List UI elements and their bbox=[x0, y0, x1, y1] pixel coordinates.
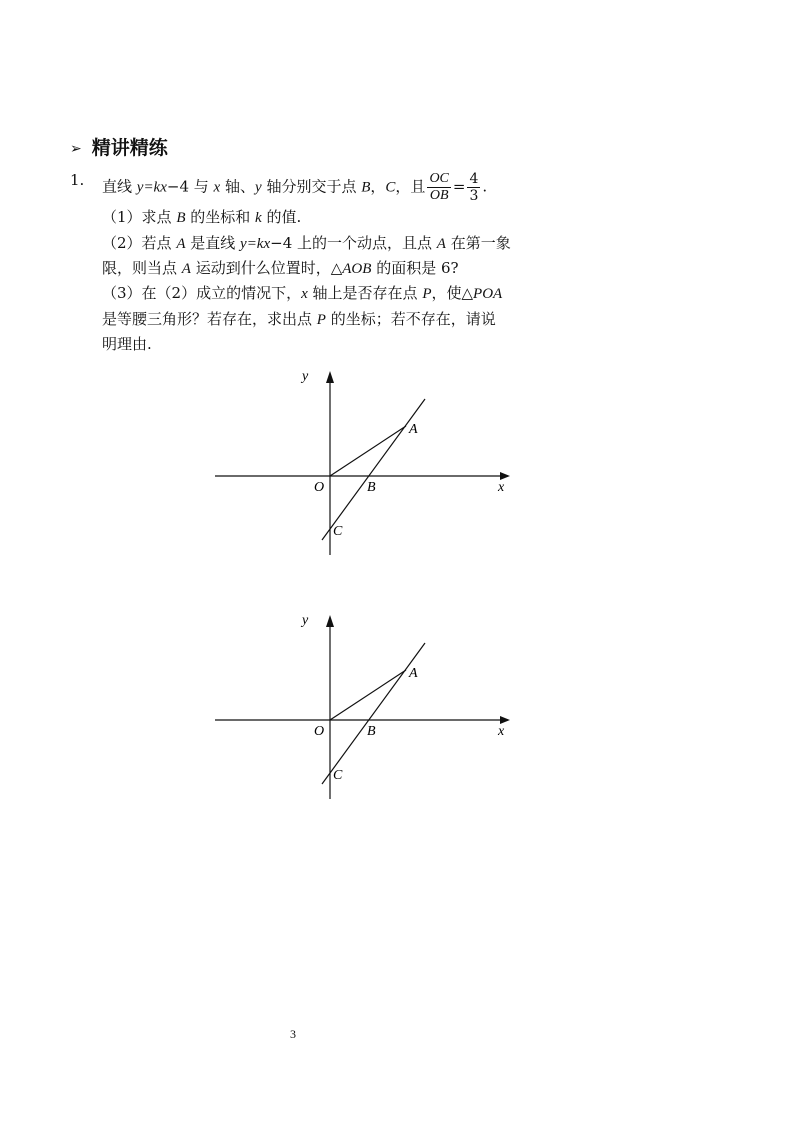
label-c: C bbox=[333, 768, 343, 783]
fraction-oc-ob: $\frac{OC}{OB}$ bbox=[429, 171, 449, 203]
question-2-line-2: 限，则当点 A 运动到什么位置时，△AOB 的面积是 6? bbox=[102, 259, 459, 277]
question-2-line-1: （2）若点 A 是直线 y=kx−4 上的一个动点，且点 A 在第一象 bbox=[102, 234, 511, 252]
label-x: x bbox=[498, 480, 505, 495]
segment-oa bbox=[330, 426, 406, 476]
label-b: B bbox=[367, 724, 376, 739]
stem-text: −4 与 bbox=[166, 177, 214, 196]
y-axis-arrow-icon bbox=[326, 615, 334, 627]
question-3-line-2: 是等腰三角形？若存在，求出点 P 的坐标；若不存在，请说 bbox=[102, 310, 496, 328]
problem-number: 1. bbox=[70, 171, 85, 189]
x-axis-arrow-icon bbox=[500, 716, 510, 724]
label-x: x bbox=[498, 724, 505, 739]
label-c: C bbox=[333, 524, 343, 539]
stem-var: B bbox=[361, 179, 371, 196]
line-bc bbox=[322, 399, 425, 540]
label-o: O bbox=[314, 480, 325, 495]
question-1: （1）求点 B 的坐标和 k 的值. bbox=[102, 208, 302, 226]
label-a: A bbox=[409, 422, 418, 437]
stem-var: x bbox=[213, 179, 221, 196]
segment-oa bbox=[330, 670, 406, 720]
problem-stem bbox=[102, 171, 487, 204]
equals-sign: = bbox=[452, 177, 466, 196]
x-axis-arrow-icon bbox=[500, 472, 510, 480]
stem-text: 直线 bbox=[102, 177, 137, 196]
stem-text: ，且 bbox=[395, 177, 426, 196]
label-b: B bbox=[367, 480, 376, 495]
coordinate-figure-1 bbox=[210, 365, 520, 560]
arrow-bullet-icon: ➢ bbox=[70, 141, 82, 157]
label-y: y bbox=[302, 369, 309, 384]
coordinate-figure-2 bbox=[210, 609, 520, 804]
stem-var: C bbox=[385, 179, 396, 196]
fraction-4-3: $\frac{4}{3}$ bbox=[469, 171, 479, 204]
stem-text: 轴分别交于点 bbox=[261, 177, 362, 196]
stem-text: ， bbox=[370, 177, 386, 196]
stem-text: . bbox=[482, 177, 488, 196]
section-heading bbox=[70, 133, 168, 160]
question-3-line-1: （3）在（2）成立的情况下，x 轴上是否存在点 P，使△POA bbox=[102, 284, 503, 302]
page-number: 3 bbox=[290, 1027, 296, 1041]
label-y: y bbox=[302, 613, 309, 628]
stem-var: y bbox=[255, 179, 262, 196]
y-axis-arrow-icon bbox=[326, 371, 334, 383]
stem-equation: y=kx bbox=[136, 179, 167, 196]
label-o: O bbox=[314, 724, 325, 739]
line-bc bbox=[322, 643, 425, 784]
section-title: 精讲精练 bbox=[91, 137, 168, 159]
question-3-line-3: 明理由. bbox=[102, 335, 152, 353]
stem-text: 轴、 bbox=[220, 177, 255, 196]
label-a: A bbox=[409, 666, 418, 681]
